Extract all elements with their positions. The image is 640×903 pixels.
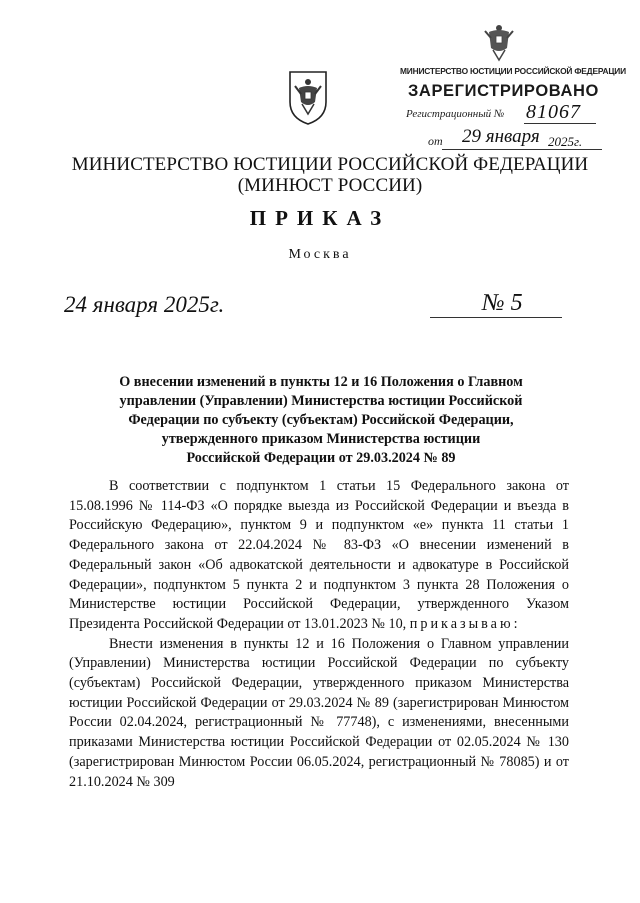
document-type-title: ПРИКАЗ (249, 206, 391, 230)
order-verb: приказываю: (409, 615, 521, 632)
stamp-year: 2025г. (548, 134, 583, 149)
number-underline (430, 317, 562, 318)
subject-line: утвержденного приказом Министерства юстиции (161, 431, 481, 447)
registration-stamp (398, 22, 626, 150)
subject-line: Российской Федерации от 29.03.2024 № 89 (186, 450, 456, 466)
stamp-reg-label: Регистрационный № (406, 108, 505, 120)
stamp-reg-number: 81067 (526, 101, 581, 123)
stamp-underline (442, 149, 602, 150)
order-subject (80, 373, 562, 468)
order-body (69, 477, 569, 792)
stamp-registered-title: ЗАРЕГИСТРИРОВАНО (408, 82, 599, 100)
body-paragraph: Внести изменения в пункты 12 и 16 Положения о Главном управлении (Управлении) Министерства юстиции Российской Федерации по субъекту (субъектам) Российской Федерации, утвержденного приказом Министерства юстиции Российской Федерации от 29.03.2024 № 89 (зарегистрирован Минюстом России 02.04.2024, регистрационный № 77748), с изменениями, внесенными приказами Министерства юстиции Российской Федерации от 02.05.2024 № 130 (зарегистрирован Минюстом России 06.05.2024, регистрационный № 78085) и от 21.10.2024 № 309 (69, 635, 569, 790)
subject-line: О внесении изменений в пункты 12 и 16 Положения о Главном (119, 374, 523, 390)
subject-line: Федерации по субъекту (субъектам) Российской Федерации, (128, 412, 514, 428)
ministry-abbreviation: (МИНЮСТ РОССИИ) (237, 175, 423, 196)
city: Москва (288, 247, 352, 262)
stamp-ministry-name: МИНИСТЕРСТВО ЮСТИЦИИ РОССИЙСКОЙ ФЕДЕРАЦИИ (400, 66, 626, 76)
body-paragraph (69, 477, 569, 635)
stamp-underline (524, 123, 596, 124)
order-date: 24 января 2025г. (64, 292, 225, 317)
ministry-heading (50, 154, 610, 196)
ministry-name: МИНИСТЕРСТВО ЮСТИЦИИ РОССИЙСКОЙ ФЕДЕРАЦИИ (71, 154, 589, 175)
stamp-date: 29 января (462, 126, 540, 147)
stamp-emblem-icon (482, 22, 516, 64)
stamp-from-label: от (428, 134, 443, 148)
preamble-text: В соответствии с подпунктом 1 статьи 15 Федерального закона от 15.08.1996 № 114-ФЗ «О порядке выезда из Российской Федерации и въезда в Российскую Федерацию», пунктом 9 и подпунктом «е» пункта 11 статьи 1 Федерального закона от 22.04.2024 № 83-ФЗ «О внесении изменений в Федеральный закон «Об адвокатской деятельности и адвокатуре в Российской Федерации», подпунктом 5 пункта 2 и подпунктом 3 пункта 28 Положения о Министерстве юстиции Российской Федерации, утвержденного Указом Президента Российской Федерации от 13.01.2023 № 10, (69, 478, 569, 632)
coat-of-arms-icon (287, 68, 329, 126)
subject-line: управлении (Управлении) Министерства юстиции Российской (119, 393, 523, 409)
order-number: № 5 (482, 290, 523, 316)
